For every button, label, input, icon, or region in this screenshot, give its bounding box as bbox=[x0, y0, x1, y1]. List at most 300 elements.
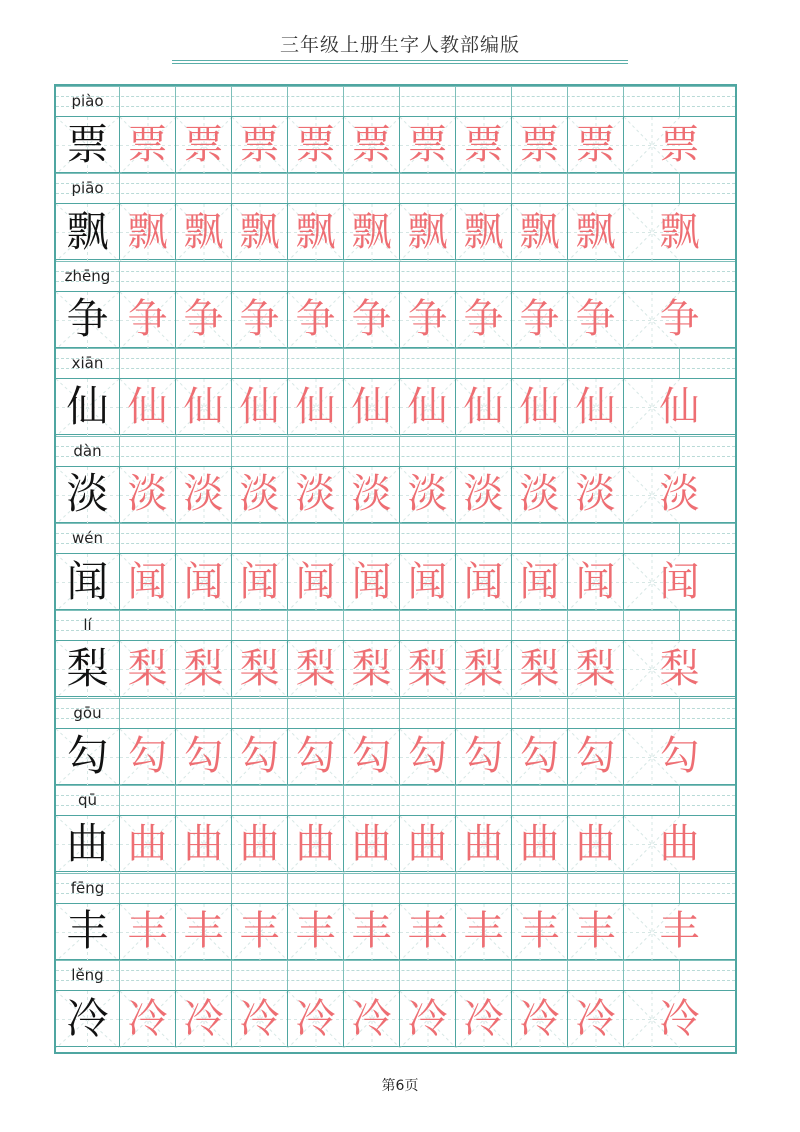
pinyin-guide-line bbox=[56, 183, 735, 184]
pinyin-guide-line bbox=[56, 610, 735, 611]
trace-character: 票 bbox=[575, 121, 616, 168]
trace-character-cell bbox=[175, 291, 231, 348]
pinyin-column-divider bbox=[287, 785, 288, 815]
pinyin-column-divider bbox=[511, 698, 512, 728]
pinyin-column-divider bbox=[119, 523, 120, 553]
character-row bbox=[56, 173, 735, 260]
pinyin-column-divider bbox=[399, 523, 400, 553]
character-row bbox=[56, 610, 735, 697]
trace-character: 梨 bbox=[295, 645, 336, 692]
trace-character: 曲 bbox=[239, 820, 280, 867]
model-character-cell bbox=[56, 640, 119, 697]
trace-character: 梨 bbox=[351, 645, 392, 692]
pinyin-guide-line bbox=[56, 86, 735, 87]
pinyin-column-divider bbox=[175, 523, 176, 553]
trace-character: 淡 bbox=[239, 471, 280, 518]
pinyin-column-divider bbox=[455, 960, 456, 990]
pinyin-guide-line bbox=[56, 960, 735, 961]
trace-character-cell bbox=[567, 553, 623, 610]
pinyin-label: lí bbox=[83, 616, 92, 635]
pinyin-column-divider bbox=[231, 86, 232, 116]
pinyin-label: zhēng bbox=[64, 266, 111, 285]
pinyin-guide-line bbox=[56, 980, 735, 981]
trace-character: 梨 bbox=[519, 645, 560, 692]
pinyin-column-divider bbox=[623, 610, 624, 640]
trace-character-cell bbox=[511, 990, 567, 1047]
pinyin-column-divider bbox=[343, 523, 344, 553]
pinyin-band bbox=[56, 261, 735, 291]
trace-character: 仙 bbox=[463, 383, 504, 430]
pinyin-column-divider bbox=[511, 173, 512, 203]
trace-character-cell bbox=[119, 553, 175, 610]
pinyin-column-divider bbox=[343, 86, 344, 116]
pinyin-column-divider bbox=[455, 785, 456, 815]
trace-character: 飘 bbox=[183, 208, 224, 255]
trace-character-cell bbox=[511, 378, 567, 435]
trace-character: 曲 bbox=[127, 820, 168, 867]
pinyin-column-divider bbox=[511, 960, 512, 990]
trace-character: 淡 bbox=[519, 471, 560, 518]
pinyin-column-divider bbox=[455, 610, 456, 640]
trace-character: 票 bbox=[351, 121, 392, 168]
pinyin-column-divider bbox=[567, 698, 568, 728]
pinyin-guide-line bbox=[56, 543, 735, 544]
trace-character-cell bbox=[119, 728, 175, 785]
model-character: 勾 bbox=[66, 731, 109, 781]
pinyin-column-divider bbox=[679, 960, 680, 990]
trace-character-cell bbox=[623, 728, 735, 785]
trace-character: 淡 bbox=[295, 471, 336, 518]
pinyin-column-divider bbox=[623, 436, 624, 466]
trace-character: 冷 bbox=[239, 995, 280, 1042]
pinyin-column-divider bbox=[119, 960, 120, 990]
pinyin-column-divider bbox=[343, 261, 344, 291]
trace-character: 票 bbox=[295, 121, 336, 168]
trace-character-cell bbox=[231, 466, 287, 523]
pinyin-column-divider bbox=[511, 610, 512, 640]
model-character: 争 bbox=[66, 294, 109, 344]
pinyin-column-divider bbox=[343, 348, 344, 378]
model-character-cell bbox=[56, 815, 119, 872]
trace-character-cell bbox=[119, 640, 175, 697]
pinyin-column-divider bbox=[679, 785, 680, 815]
model-character-cell bbox=[56, 728, 119, 785]
trace-character-cell bbox=[455, 466, 511, 523]
pinyin-column-divider bbox=[399, 610, 400, 640]
practice-sheet bbox=[54, 84, 737, 1054]
trace-character: 梨 bbox=[659, 645, 700, 692]
pinyin-guide-line bbox=[56, 106, 735, 107]
pinyin-column-divider bbox=[399, 873, 400, 903]
trace-character-cell bbox=[343, 553, 399, 610]
trace-character-cell bbox=[231, 815, 287, 872]
trace-character: 淡 bbox=[659, 471, 700, 518]
trace-character: 票 bbox=[183, 121, 224, 168]
trace-character-cell bbox=[455, 728, 511, 785]
pinyin-column-divider bbox=[679, 523, 680, 553]
trace-character: 勾 bbox=[295, 733, 336, 780]
trace-character-cell bbox=[287, 728, 343, 785]
pinyin-guide-line bbox=[56, 436, 735, 437]
trace-character-cell bbox=[175, 990, 231, 1047]
pinyin-guide-line bbox=[56, 708, 735, 709]
pinyin-label: piào bbox=[71, 92, 104, 110]
trace-character: 勾 bbox=[575, 733, 616, 780]
trace-character: 丰 bbox=[239, 908, 280, 955]
pinyin-band bbox=[56, 436, 735, 466]
model-character-cell bbox=[56, 990, 119, 1047]
model-character: 丰 bbox=[66, 906, 109, 956]
trace-character: 丰 bbox=[295, 908, 336, 955]
model-character: 曲 bbox=[66, 818, 109, 868]
trace-character-cell bbox=[399, 116, 455, 173]
trace-character-cell bbox=[287, 903, 343, 960]
trace-character-cell bbox=[231, 203, 287, 260]
trace-character: 闻 bbox=[519, 558, 560, 605]
trace-character-cell bbox=[567, 291, 623, 348]
pinyin-column-divider bbox=[399, 698, 400, 728]
pinyin-column-divider bbox=[623, 873, 624, 903]
trace-character-cell bbox=[231, 640, 287, 697]
pinyin-column-divider bbox=[175, 698, 176, 728]
trace-character-cell bbox=[455, 553, 511, 610]
pinyin-guide-line bbox=[56, 805, 735, 806]
trace-character: 飘 bbox=[407, 208, 448, 255]
pinyin-column-divider bbox=[343, 436, 344, 466]
trace-character: 曲 bbox=[183, 820, 224, 867]
trace-character: 勾 bbox=[127, 733, 168, 780]
pinyin-column-divider bbox=[511, 261, 512, 291]
pinyin-column-divider bbox=[175, 436, 176, 466]
pinyin-column-divider bbox=[343, 610, 344, 640]
pinyin-column-divider bbox=[231, 960, 232, 990]
character-row bbox=[56, 261, 735, 348]
trace-character-cell bbox=[343, 903, 399, 960]
pinyin-column-divider bbox=[175, 348, 176, 378]
trace-character-cell bbox=[567, 116, 623, 173]
character-row bbox=[56, 348, 735, 435]
trace-character: 票 bbox=[463, 121, 504, 168]
trace-character-cell bbox=[567, 378, 623, 435]
trace-character-cell bbox=[231, 291, 287, 348]
character-row bbox=[56, 436, 735, 523]
pinyin-column-divider bbox=[175, 960, 176, 990]
trace-character-cell bbox=[399, 990, 455, 1047]
pinyin-column-divider bbox=[399, 348, 400, 378]
pinyin-column-divider bbox=[175, 785, 176, 815]
pinyin-column-divider bbox=[567, 261, 568, 291]
trace-character-cell bbox=[399, 815, 455, 872]
trace-character: 勾 bbox=[659, 733, 700, 780]
trace-character-cell bbox=[287, 378, 343, 435]
trace-character-cell bbox=[343, 291, 399, 348]
trace-character-cell bbox=[119, 378, 175, 435]
trace-character-cell bbox=[175, 203, 231, 260]
character-row bbox=[56, 873, 735, 960]
trace-character-cell bbox=[567, 990, 623, 1047]
model-character-cell bbox=[56, 116, 119, 173]
trace-character-cell bbox=[287, 291, 343, 348]
trace-character-cell bbox=[343, 378, 399, 435]
pinyin-column-divider bbox=[679, 86, 680, 116]
trace-character: 仙 bbox=[659, 383, 700, 430]
trace-character: 丰 bbox=[463, 908, 504, 955]
trace-character-cell bbox=[343, 116, 399, 173]
pinyin-column-divider bbox=[679, 436, 680, 466]
trace-character-cell bbox=[455, 903, 511, 960]
pinyin-label: fēng bbox=[70, 878, 105, 897]
pinyin-column-divider bbox=[623, 86, 624, 116]
pinyin-column-divider bbox=[623, 173, 624, 203]
pinyin-band bbox=[56, 173, 735, 203]
trace-character: 飘 bbox=[463, 208, 504, 255]
model-character: 闻 bbox=[66, 556, 109, 606]
pinyin-guide-line bbox=[56, 173, 735, 174]
trace-character: 勾 bbox=[407, 733, 448, 780]
trace-character: 丰 bbox=[407, 908, 448, 955]
trace-character-cell bbox=[175, 116, 231, 173]
pinyin-column-divider bbox=[567, 785, 568, 815]
trace-character-cell bbox=[343, 640, 399, 697]
trace-character-cell bbox=[623, 291, 735, 348]
pinyin-column-divider bbox=[119, 698, 120, 728]
trace-character-cell bbox=[455, 378, 511, 435]
pinyin-column-divider bbox=[455, 873, 456, 903]
trace-character-cell bbox=[119, 903, 175, 960]
pinyin-column-divider bbox=[399, 960, 400, 990]
trace-character-cell bbox=[343, 466, 399, 523]
pinyin-guide-line bbox=[56, 523, 735, 524]
pinyin-column-divider bbox=[287, 698, 288, 728]
pinyin-label: piāo bbox=[71, 179, 104, 198]
trace-character-cell bbox=[287, 815, 343, 872]
pinyin-column-divider bbox=[119, 86, 120, 116]
pinyin-column-divider bbox=[511, 348, 512, 378]
trace-character: 闻 bbox=[127, 558, 168, 605]
pinyin-column-divider bbox=[119, 173, 120, 203]
pinyin-guide-line bbox=[56, 456, 735, 457]
trace-character: 争 bbox=[575, 296, 616, 343]
pinyin-column-divider bbox=[343, 960, 344, 990]
trace-character-cell bbox=[231, 116, 287, 173]
trace-character-cell bbox=[119, 990, 175, 1047]
pinyin-column-divider bbox=[623, 698, 624, 728]
pinyin-guide-line bbox=[56, 261, 735, 262]
trace-character-cell bbox=[623, 990, 735, 1047]
trace-character: 仙 bbox=[407, 383, 448, 430]
trace-character: 勾 bbox=[519, 733, 560, 780]
pinyin-guide-line bbox=[56, 970, 735, 971]
model-character-cell bbox=[56, 553, 119, 610]
trace-character: 冷 bbox=[463, 995, 504, 1042]
trace-character-cell bbox=[623, 116, 735, 173]
model-character: 冷 bbox=[66, 993, 109, 1043]
pinyin-column-divider bbox=[455, 348, 456, 378]
character-row bbox=[56, 960, 735, 1047]
pinyin-column-divider bbox=[567, 873, 568, 903]
trace-character: 冷 bbox=[659, 995, 700, 1042]
trace-character: 闻 bbox=[407, 558, 448, 605]
pinyin-guide-line bbox=[56, 533, 735, 534]
trace-character: 仙 bbox=[351, 383, 392, 430]
pinyin-column-divider bbox=[679, 261, 680, 291]
trace-character: 闻 bbox=[295, 558, 336, 605]
model-character-cell bbox=[56, 466, 119, 523]
pinyin-column-divider bbox=[119, 348, 120, 378]
pinyin-column-divider bbox=[119, 436, 120, 466]
trace-character: 飘 bbox=[295, 208, 336, 255]
trace-character-cell bbox=[175, 640, 231, 697]
pinyin-column-divider bbox=[119, 785, 120, 815]
pinyin-column-divider bbox=[231, 785, 232, 815]
trace-character-cell bbox=[399, 640, 455, 697]
pinyin-label: dàn bbox=[73, 441, 102, 460]
pinyin-guide-line bbox=[56, 358, 735, 359]
title-divider bbox=[172, 60, 628, 64]
pinyin-guide-line bbox=[56, 795, 735, 796]
pinyin-column-divider bbox=[511, 523, 512, 553]
trace-character-cell bbox=[175, 378, 231, 435]
trace-character-cell bbox=[231, 728, 287, 785]
pinyin-column-divider bbox=[175, 610, 176, 640]
character-row bbox=[56, 523, 735, 610]
pinyin-column-divider bbox=[511, 86, 512, 116]
trace-character-cell bbox=[455, 640, 511, 697]
pinyin-column-divider bbox=[511, 873, 512, 903]
trace-character-cell bbox=[287, 203, 343, 260]
trace-character: 曲 bbox=[295, 820, 336, 867]
trace-character-cell bbox=[231, 903, 287, 960]
trace-character-cell bbox=[511, 553, 567, 610]
pinyin-guide-line bbox=[56, 873, 735, 874]
trace-character-cell bbox=[455, 291, 511, 348]
model-character: 飘 bbox=[66, 206, 109, 256]
trace-character-cell bbox=[175, 815, 231, 872]
trace-character-cell bbox=[287, 116, 343, 173]
trace-character: 争 bbox=[351, 296, 392, 343]
trace-character-cell bbox=[399, 553, 455, 610]
pinyin-band bbox=[56, 523, 735, 553]
pinyin-column-divider bbox=[119, 873, 120, 903]
pinyin-column-divider bbox=[511, 436, 512, 466]
pinyin-label: qū bbox=[77, 791, 98, 810]
trace-character: 闻 bbox=[239, 558, 280, 605]
pinyin-column-divider bbox=[287, 610, 288, 640]
model-character-cell bbox=[56, 291, 119, 348]
trace-character: 冷 bbox=[351, 995, 392, 1042]
trace-character: 冷 bbox=[127, 995, 168, 1042]
trace-character-cell bbox=[399, 728, 455, 785]
trace-character-cell bbox=[343, 728, 399, 785]
trace-character-cell bbox=[623, 903, 735, 960]
model-character-cell bbox=[56, 903, 119, 960]
trace-character-cell bbox=[455, 990, 511, 1047]
pinyin-guide-line bbox=[56, 271, 735, 272]
trace-character: 淡 bbox=[351, 471, 392, 518]
pinyin-column-divider bbox=[175, 173, 176, 203]
trace-character: 争 bbox=[127, 296, 168, 343]
pinyin-column-divider bbox=[567, 436, 568, 466]
pinyin-guide-line bbox=[56, 620, 735, 621]
pinyin-guide-line bbox=[56, 883, 735, 884]
trace-character: 丰 bbox=[127, 908, 168, 955]
pinyin-column-divider bbox=[287, 86, 288, 116]
trace-character-cell bbox=[287, 553, 343, 610]
pinyin-column-divider bbox=[399, 173, 400, 203]
trace-character-cell bbox=[567, 203, 623, 260]
trace-character: 争 bbox=[659, 296, 700, 343]
trace-character-cell bbox=[175, 728, 231, 785]
trace-character-cell bbox=[623, 203, 735, 260]
trace-character-cell bbox=[567, 903, 623, 960]
trace-character: 冷 bbox=[575, 995, 616, 1042]
pinyin-guide-line bbox=[56, 446, 735, 447]
pinyin-column-divider bbox=[455, 86, 456, 116]
trace-character: 丰 bbox=[575, 908, 616, 955]
pinyin-column-divider bbox=[679, 698, 680, 728]
trace-character-cell bbox=[623, 815, 735, 872]
trace-character-cell bbox=[343, 203, 399, 260]
pinyin-column-divider bbox=[231, 348, 232, 378]
trace-character-cell bbox=[343, 815, 399, 872]
pinyin-guide-line bbox=[56, 96, 735, 97]
pinyin-band bbox=[56, 348, 735, 378]
trace-character: 丰 bbox=[351, 908, 392, 955]
trace-character-cell bbox=[231, 990, 287, 1047]
pinyin-column-divider bbox=[679, 348, 680, 378]
trace-character-cell bbox=[511, 815, 567, 872]
pinyin-column-divider bbox=[231, 873, 232, 903]
trace-character: 飘 bbox=[575, 208, 616, 255]
pinyin-column-divider bbox=[287, 960, 288, 990]
pinyin-band bbox=[56, 785, 735, 815]
trace-character-cell bbox=[175, 553, 231, 610]
pinyin-band bbox=[56, 86, 735, 116]
trace-character: 仙 bbox=[519, 383, 560, 430]
pinyin-band bbox=[56, 610, 735, 640]
character-row bbox=[56, 785, 735, 872]
trace-character: 曲 bbox=[351, 820, 392, 867]
trace-character: 仙 bbox=[239, 383, 280, 430]
pinyin-label: wén bbox=[71, 529, 103, 547]
trace-character: 争 bbox=[239, 296, 280, 343]
trace-character: 勾 bbox=[463, 733, 504, 780]
trace-character: 丰 bbox=[183, 908, 224, 955]
trace-character: 淡 bbox=[575, 471, 616, 518]
trace-character: 飘 bbox=[659, 208, 700, 255]
trace-character-cell bbox=[623, 640, 735, 697]
trace-character-cell bbox=[119, 291, 175, 348]
trace-character: 飘 bbox=[127, 208, 168, 255]
pinyin-label: xiān bbox=[71, 354, 104, 373]
trace-character: 梨 bbox=[463, 645, 504, 692]
trace-character-cell bbox=[287, 990, 343, 1047]
pinyin-column-divider bbox=[623, 960, 624, 990]
pinyin-column-divider bbox=[231, 698, 232, 728]
trace-character-cell bbox=[287, 640, 343, 697]
pinyin-guide-line bbox=[56, 630, 735, 631]
pinyin-column-divider bbox=[399, 86, 400, 116]
trace-character: 争 bbox=[295, 296, 336, 343]
pinyin-column-divider bbox=[119, 610, 120, 640]
trace-character: 冷 bbox=[295, 995, 336, 1042]
trace-character: 票 bbox=[407, 121, 448, 168]
pinyin-guide-line bbox=[56, 281, 735, 282]
trace-character: 飘 bbox=[351, 208, 392, 255]
trace-character: 票 bbox=[239, 121, 280, 168]
trace-character: 曲 bbox=[519, 820, 560, 867]
pinyin-column-divider bbox=[567, 348, 568, 378]
